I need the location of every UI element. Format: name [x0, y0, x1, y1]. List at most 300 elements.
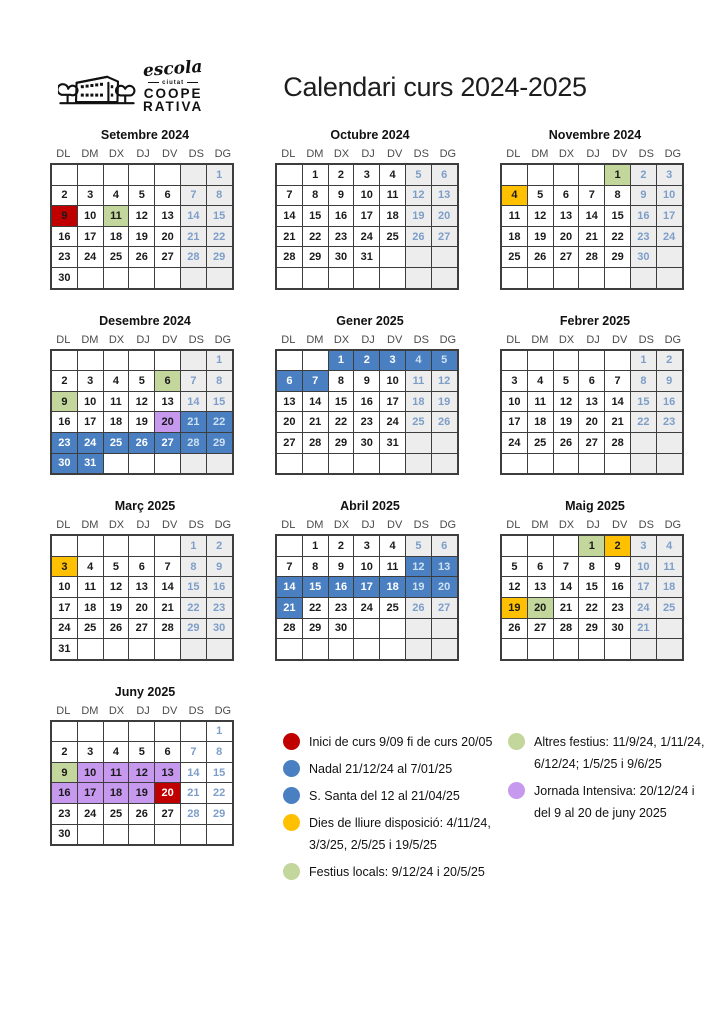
- day-cell: 24: [380, 412, 406, 433]
- day-cell: 21: [605, 412, 631, 433]
- day-cell: 30: [51, 453, 77, 474]
- day-cell: [129, 639, 155, 660]
- weekday-label: DL: [281, 519, 296, 532]
- day-cell: 13: [553, 206, 579, 227]
- school-building-icon: [58, 60, 136, 114]
- day-cell: 19: [501, 597, 527, 618]
- day-cell: 16: [328, 206, 354, 227]
- day-cell: 20: [129, 597, 155, 618]
- weekday-label: DS: [188, 704, 204, 717]
- day-cell: 3: [77, 185, 103, 206]
- day-cell: 10: [77, 206, 103, 227]
- week-row: [276, 206, 458, 227]
- day-cell: 9: [328, 556, 354, 577]
- day-cell: [527, 535, 553, 556]
- legend-item: [283, 812, 491, 856]
- day-cell: [431, 639, 457, 660]
- weekday-label: DM: [531, 333, 549, 346]
- day-cell: 18: [103, 226, 129, 247]
- weekday-header-row: [275, 334, 465, 346]
- weekday-label: DL: [281, 333, 296, 346]
- month-grid: [50, 349, 234, 476]
- legend-item: [283, 758, 465, 780]
- day-cell: [51, 535, 77, 556]
- month-title: Març 2025: [114, 499, 176, 514]
- day-cell: [656, 453, 682, 474]
- weekday-label: DS: [413, 519, 429, 532]
- day-cell: 16: [354, 391, 380, 412]
- month-title: Novembre 2024: [548, 128, 642, 142]
- day-cell: [630, 432, 656, 453]
- legend-item: [508, 780, 695, 824]
- day-cell: 25: [527, 432, 553, 453]
- day-cell: 29: [302, 247, 328, 268]
- day-cell: 12: [405, 185, 431, 206]
- day-cell: [527, 453, 553, 474]
- day-cell: 15: [302, 206, 328, 227]
- month-title: Juny 2025: [114, 684, 176, 699]
- legend-dot-festiu: [508, 733, 525, 750]
- month-gener-2025: [275, 314, 465, 476]
- week-row: [501, 432, 683, 453]
- day-cell: 1: [579, 535, 605, 556]
- day-cell: 16: [51, 226, 77, 247]
- day-cell: 29: [328, 432, 354, 453]
- legend-text-line: 3/3/25, 2/5/25 i 19/5/25: [309, 837, 437, 852]
- logo-escola-text: escola: [142, 56, 204, 81]
- weekday-label: DS: [638, 519, 654, 532]
- weekday-label: DX: [558, 333, 575, 346]
- legend-text: [309, 758, 452, 780]
- day-cell: 6: [431, 164, 457, 185]
- day-cell: 6: [527, 556, 553, 577]
- weekday-label: DM: [81, 704, 99, 717]
- day-cell: 18: [380, 577, 406, 598]
- weekday-label: DX: [333, 333, 350, 346]
- day-cell: 3: [656, 164, 682, 185]
- day-cell: 1: [328, 350, 354, 371]
- day-cell: 5: [431, 350, 457, 371]
- day-cell: [155, 824, 181, 845]
- day-cell: 27: [431, 226, 457, 247]
- week-row: [51, 577, 233, 598]
- day-cell: 12: [103, 577, 129, 598]
- week-row: [276, 597, 458, 618]
- day-cell: 16: [630, 206, 656, 227]
- day-cell: [276, 350, 302, 371]
- week-row: [51, 556, 233, 577]
- month-grid: [500, 534, 684, 661]
- day-cell: [405, 247, 431, 268]
- weekday-label: DL: [56, 519, 71, 532]
- week-row: [276, 247, 458, 268]
- day-cell: 4: [656, 535, 682, 556]
- day-cell: [579, 164, 605, 185]
- week-row: [501, 206, 683, 227]
- day-cell: 2: [328, 535, 354, 556]
- weekday-label: DV: [162, 519, 178, 532]
- month-title: Gener 2025: [336, 313, 404, 328]
- legend-text: [309, 731, 492, 753]
- day-cell: [328, 639, 354, 660]
- day-cell: 17: [77, 226, 103, 247]
- weekday-label: DJ: [586, 333, 600, 346]
- weekday-label: DX: [558, 519, 575, 532]
- day-cell: 10: [77, 391, 103, 412]
- day-cell: 24: [51, 618, 77, 639]
- day-cell: 16: [51, 412, 77, 433]
- day-cell: 13: [431, 556, 457, 577]
- day-cell: [380, 639, 406, 660]
- weekday-label: DG: [214, 519, 232, 532]
- weekday-label: DM: [306, 148, 324, 160]
- day-cell: 27: [129, 618, 155, 639]
- day-cell: 3: [630, 535, 656, 556]
- day-cell: [103, 453, 129, 474]
- month-grid: [275, 349, 459, 476]
- week-row: [276, 371, 458, 392]
- weekday-label: DJ: [361, 333, 375, 346]
- day-cell: 6: [155, 371, 181, 392]
- weekday-label: DS: [638, 148, 654, 160]
- day-cell: 27: [155, 804, 181, 825]
- day-cell: [206, 267, 232, 288]
- day-cell: 14: [276, 577, 302, 598]
- day-cell: 4: [77, 556, 103, 577]
- day-cell: 26: [129, 804, 155, 825]
- day-cell: [77, 721, 103, 742]
- weekday-label: DL: [506, 333, 521, 346]
- weekday-label: DJ: [361, 519, 375, 532]
- day-cell: [354, 639, 380, 660]
- day-cell: 28: [276, 618, 302, 639]
- day-cell: 11: [527, 391, 553, 412]
- day-cell: [656, 432, 682, 453]
- day-cell: 20: [155, 783, 181, 804]
- legend-text-line: 6/12/24; 1/5/25 i 9/6/25: [534, 756, 662, 771]
- day-cell: 14: [605, 391, 631, 412]
- day-cell: [501, 267, 527, 288]
- day-cell: 29: [206, 432, 232, 453]
- day-cell: [103, 164, 129, 185]
- weekday-label: DX: [333, 148, 350, 160]
- day-cell: 21: [180, 783, 206, 804]
- day-cell: 6: [155, 742, 181, 763]
- weekday-label: DL: [56, 333, 71, 346]
- legend-text-line: Jornada Intensiva: 20/12/24 i: [534, 783, 695, 798]
- weekday-label: DX: [333, 519, 350, 532]
- month-title: Octubre 2024: [330, 128, 410, 142]
- day-cell: [103, 824, 129, 845]
- day-cell: 14: [302, 391, 328, 412]
- week-row: [51, 804, 233, 825]
- day-cell: 1: [206, 164, 232, 185]
- day-cell: 22: [579, 597, 605, 618]
- weekday-label: DG: [439, 519, 457, 532]
- day-cell: [579, 639, 605, 660]
- day-cell: 18: [501, 226, 527, 247]
- day-cell: 21: [155, 597, 181, 618]
- week-row: [51, 371, 233, 392]
- day-cell: 27: [276, 432, 302, 453]
- month-abril-2025: [275, 499, 465, 661]
- day-cell: 16: [605, 577, 631, 598]
- month-febrer-2025: [500, 314, 690, 476]
- day-cell: [501, 535, 527, 556]
- week-row: [276, 618, 458, 639]
- day-cell: 20: [431, 577, 457, 598]
- day-cell: 17: [354, 206, 380, 227]
- day-cell: 4: [405, 350, 431, 371]
- weekday-label: DG: [439, 148, 457, 160]
- day-cell: 20: [155, 412, 181, 433]
- weekday-label: DV: [612, 519, 628, 532]
- day-cell: 16: [206, 577, 232, 598]
- legend-dot-vacation: [283, 760, 300, 777]
- day-cell: 9: [656, 371, 682, 392]
- day-cell: 10: [51, 577, 77, 598]
- day-cell: 19: [129, 783, 155, 804]
- day-cell: 13: [579, 391, 605, 412]
- day-cell: 7: [553, 556, 579, 577]
- legend-column-1: [275, 685, 493, 888]
- day-cell: 6: [155, 185, 181, 206]
- day-cell: 28: [155, 618, 181, 639]
- day-cell: [527, 164, 553, 185]
- day-cell: 18: [103, 412, 129, 433]
- day-cell: 2: [605, 535, 631, 556]
- day-cell: 19: [527, 226, 553, 247]
- day-cell: 22: [302, 226, 328, 247]
- weekday-label: DG: [664, 519, 682, 532]
- day-cell: [431, 453, 457, 474]
- day-cell: 3: [354, 535, 380, 556]
- day-cell: [103, 639, 129, 660]
- day-cell: [579, 267, 605, 288]
- weekday-label: DX: [108, 519, 125, 532]
- day-cell: [180, 824, 206, 845]
- day-cell: 21: [553, 597, 579, 618]
- week-row: [276, 164, 458, 185]
- day-cell: [180, 639, 206, 660]
- week-row: [51, 247, 233, 268]
- weekday-label: DG: [664, 333, 682, 346]
- day-cell: 12: [501, 577, 527, 598]
- day-cell: [354, 453, 380, 474]
- day-cell: 31: [51, 639, 77, 660]
- day-cell: [501, 350, 527, 371]
- day-cell: 18: [103, 783, 129, 804]
- week-row: [501, 639, 683, 660]
- day-cell: 4: [527, 371, 553, 392]
- weekday-label: DJ: [361, 148, 375, 160]
- day-cell: 27: [527, 618, 553, 639]
- day-cell: 13: [527, 577, 553, 598]
- day-cell: [155, 639, 181, 660]
- day-cell: 7: [180, 371, 206, 392]
- legend-text: [534, 731, 704, 775]
- day-cell: 23: [328, 597, 354, 618]
- day-cell: 26: [553, 432, 579, 453]
- day-cell: [630, 453, 656, 474]
- day-cell: 7: [276, 185, 302, 206]
- day-cell: [77, 267, 103, 288]
- legend-text-line: del 9 al 20 de juny 2025: [534, 805, 667, 820]
- week-row: [51, 267, 233, 288]
- day-cell: 9: [354, 371, 380, 392]
- weekday-label: DV: [387, 333, 403, 346]
- week-row: [51, 350, 233, 371]
- day-cell: 16: [328, 577, 354, 598]
- day-cell: 12: [129, 762, 155, 783]
- day-cell: 2: [656, 350, 682, 371]
- day-cell: 7: [155, 556, 181, 577]
- month-title: Maig 2025: [565, 499, 625, 514]
- weekday-label: DM: [81, 519, 99, 532]
- day-cell: [630, 639, 656, 660]
- day-cell: 28: [180, 432, 206, 453]
- weekday-label: DL: [281, 148, 296, 160]
- weekday-label: DJ: [136, 148, 150, 160]
- month-title: Setembre 2024: [100, 128, 190, 142]
- legend-dot-start-end: [283, 733, 300, 750]
- legend-item: [283, 861, 485, 883]
- day-cell: 10: [354, 185, 380, 206]
- day-cell: 14: [276, 206, 302, 227]
- day-cell: 25: [103, 247, 129, 268]
- day-cell: 8: [206, 371, 232, 392]
- day-cell: 28: [276, 247, 302, 268]
- day-cell: 29: [206, 804, 232, 825]
- day-cell: [553, 535, 579, 556]
- weekday-label: DS: [188, 333, 204, 346]
- week-row: [501, 226, 683, 247]
- day-cell: [328, 453, 354, 474]
- week-row: [276, 556, 458, 577]
- day-cell: 7: [180, 185, 206, 206]
- day-cell: 26: [527, 247, 553, 268]
- weekday-label: DG: [664, 148, 682, 160]
- day-cell: 2: [328, 164, 354, 185]
- week-row: [51, 597, 233, 618]
- day-cell: 7: [605, 371, 631, 392]
- day-cell: [579, 350, 605, 371]
- month-grid: [50, 720, 234, 847]
- day-cell: 21: [276, 597, 302, 618]
- day-cell: 7: [276, 556, 302, 577]
- day-cell: 25: [656, 597, 682, 618]
- day-cell: 21: [180, 226, 206, 247]
- day-cell: [302, 267, 328, 288]
- weekday-label: DS: [413, 148, 429, 160]
- day-cell: 21: [180, 412, 206, 433]
- day-cell: 4: [103, 742, 129, 763]
- day-cell: 17: [380, 391, 406, 412]
- day-cell: [276, 164, 302, 185]
- week-row: [276, 639, 458, 660]
- day-cell: [380, 247, 406, 268]
- day-cell: 18: [380, 206, 406, 227]
- day-cell: 4: [501, 185, 527, 206]
- weekday-label: DV: [162, 704, 178, 717]
- day-cell: 8: [605, 185, 631, 206]
- month-grid: [500, 163, 684, 290]
- day-cell: 23: [605, 597, 631, 618]
- weekday-label: DS: [188, 519, 204, 532]
- day-cell: 5: [501, 556, 527, 577]
- day-cell: 10: [501, 391, 527, 412]
- legend-text: [534, 780, 695, 824]
- day-cell: [103, 721, 129, 742]
- day-cell: [553, 350, 579, 371]
- day-cell: [206, 453, 232, 474]
- weekday-label: DX: [108, 148, 125, 160]
- month-grid: [275, 534, 459, 661]
- week-row: [501, 247, 683, 268]
- day-cell: 5: [103, 556, 129, 577]
- day-cell: 4: [103, 185, 129, 206]
- months-grid: [50, 128, 705, 888]
- day-cell: 15: [302, 577, 328, 598]
- day-cell: 4: [103, 371, 129, 392]
- day-cell: 5: [405, 535, 431, 556]
- day-cell: 12: [405, 556, 431, 577]
- month-title: Abril 2025: [340, 499, 400, 514]
- legend-text-line: Nadal 21/12/24 al 7/01/25: [309, 761, 453, 776]
- day-cell: 27: [431, 597, 457, 618]
- page-title: Calendari curs 2024-2025: [283, 71, 587, 102]
- day-cell: 9: [328, 185, 354, 206]
- day-cell: [527, 267, 553, 288]
- day-cell: 3: [380, 350, 406, 371]
- weekday-label: DM: [531, 519, 549, 532]
- day-cell: 21: [630, 618, 656, 639]
- day-cell: [276, 535, 302, 556]
- week-row: [276, 412, 458, 433]
- week-row: [51, 742, 233, 763]
- day-cell: 26: [129, 432, 155, 453]
- week-row: [51, 391, 233, 412]
- day-cell: 12: [129, 206, 155, 227]
- weekday-label: DL: [56, 704, 71, 717]
- weekday-label: DV: [387, 148, 403, 160]
- day-cell: [180, 267, 206, 288]
- day-cell: 24: [354, 226, 380, 247]
- day-cell: 31: [380, 432, 406, 453]
- day-cell: 24: [656, 226, 682, 247]
- day-cell: 10: [77, 762, 103, 783]
- week-row: [51, 206, 233, 227]
- weekday-header-row: [275, 519, 465, 531]
- weekday-label: DS: [413, 333, 429, 346]
- day-cell: 2: [51, 742, 77, 763]
- day-cell: 13: [155, 762, 181, 783]
- day-cell: 15: [630, 391, 656, 412]
- weekday-label: DS: [638, 333, 654, 346]
- day-cell: 7: [302, 371, 328, 392]
- day-cell: 22: [180, 597, 206, 618]
- month-grid: [50, 163, 234, 290]
- day-cell: 12: [553, 391, 579, 412]
- day-cell: [103, 267, 129, 288]
- week-row: [276, 535, 458, 556]
- day-cell: 12: [129, 391, 155, 412]
- day-cell: 12: [527, 206, 553, 227]
- day-cell: 13: [129, 577, 155, 598]
- day-cell: 3: [77, 371, 103, 392]
- day-cell: 11: [103, 206, 129, 227]
- day-cell: [405, 432, 431, 453]
